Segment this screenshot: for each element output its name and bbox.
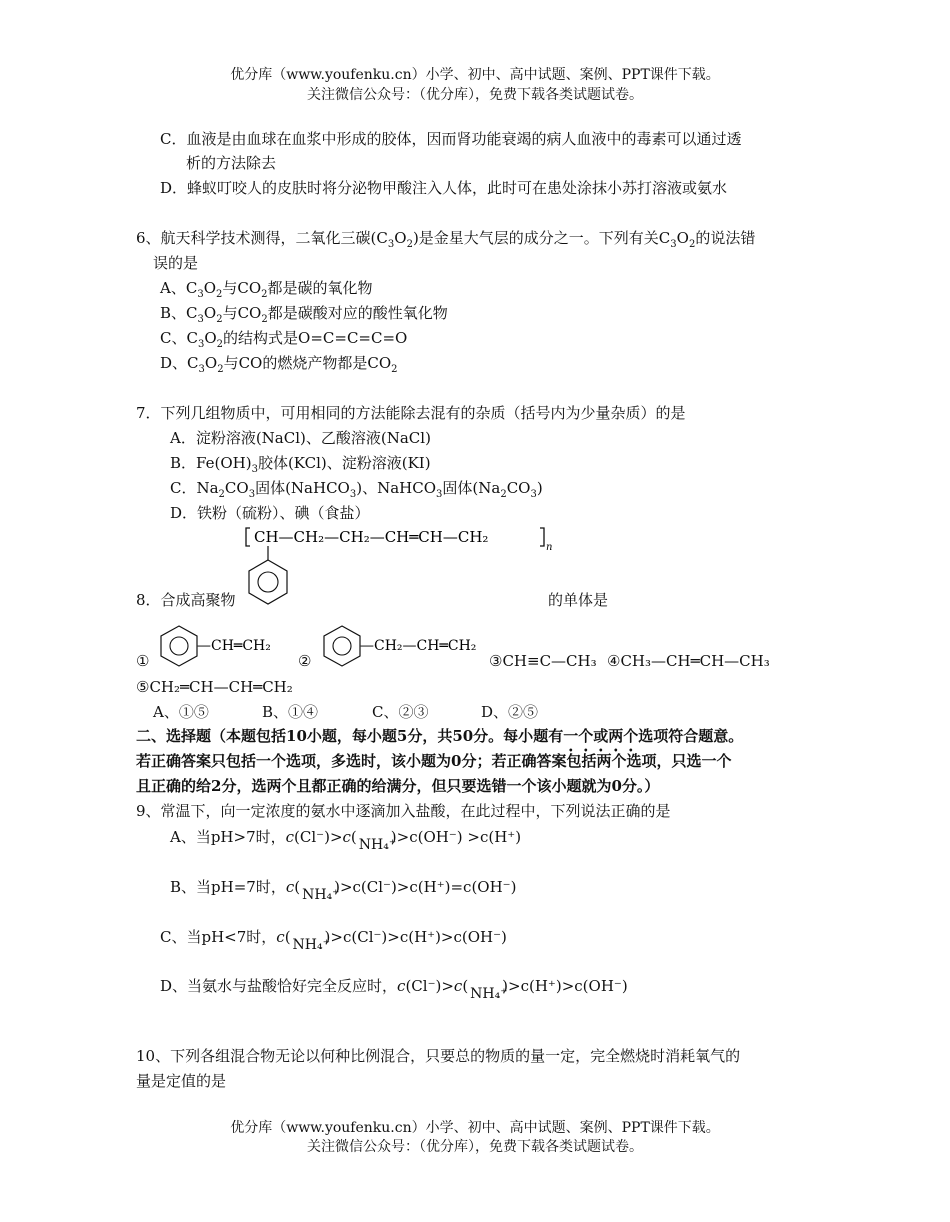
polymer-bracket-left [246,528,250,546]
q7-option-b: B．$Fe(OH)_3$胶体(KCl)、淀粉溶液(KI) [170,454,431,475]
q9-option-b: B、当pH=7时，c( NH₄⁺ )>c(Cl⁻)>c(H⁺)=c(OH⁻) [170,878,517,903]
q5-option-c-line1: C．血液是由血球在血浆中形成的胶体，因而肾功能衰竭的病人血液中的毒素可以通过透 [160,130,742,148]
footer-line-1: 优分库（www.youfenku.cn）小学、初中、高中试题、案例、PPT课件下载。 [230,1120,720,1136]
benzene-ring-icon [324,626,360,666]
q9-option-c: C、当pH<7时，c( NH₄⁺ )>c(Cl⁻)>c(H⁺)>c(OH⁻) [160,928,507,953]
q5-option-c-line2: 析的方法除去 [186,154,277,172]
q9-stem: 9、常温下，向一定浓度的氨水中逐滴加入盐酸，在此过程中，下列说法正确的是 [136,802,671,820]
q6-option-c: C、$C_3O_2$的结构式是O=C=C=C=O [160,329,408,350]
q10-line2: 量是定值的是 [136,1072,227,1090]
benzene-circle [170,637,188,655]
benzene-circle [258,572,278,592]
benzene-ring-icon [161,626,197,666]
q8-option-d: D、②⑤ [481,703,539,721]
q6-option-d: D、$C_3O_2$与CO的燃烧产物都是$CO_2$ [160,354,398,375]
q8-option-b: B、①④ [262,703,319,721]
polymer-structure [240,522,560,606]
monomer-3: ③CH≡C—CH₃ [489,652,597,670]
q7-stem: 7．下列几组物质中，可用相同的方法能除去混有的杂质（括号内为少量杂质）的是 [136,404,686,422]
q8-option-a: A、①⑤ [153,703,209,721]
q6-stem-line2: 误的是 [153,254,199,272]
section2-line1: 二、选择题（本题包括10小题，每小题5分，共50分。每小题有一个或两个选项符合题意。 [136,727,744,745]
q9-option-a: A、当pH>7时，c(Cl⁻)>c( NH₄⁺ )>c(OH⁻) >c(H⁺) [170,828,522,853]
q5-option-d: D．蜂蚁叮咬人的皮肤时将分泌物甲酸注入人体，此时可在患处涂抹小苏打溶液或氨水 [160,179,728,197]
footer-line-2: 关注微信公众号：（优分库），免费下载各类试题试卷。 [307,1139,643,1155]
polymer-bracket-right [540,528,544,546]
q10-line1: 10、下列各组混合物无论以何种比例混合，只要总的物质的量一定，完全燃烧时消耗氧气的 [136,1047,741,1065]
q7-option-c: C．$Na_2CO_3$固体(NaHCO$_3$)、NaHCO$_3$固体$(Na_2CO_3)$ [170,479,543,500]
polymer-n: n [546,542,553,553]
q7-option-a: A．淀粉溶液(NaCl)、乙酸溶液(NaCl) [170,429,431,447]
benzene-circle [333,637,351,655]
monomer-1-structure [153,625,293,667]
q6-stem-line1: 6、航天科学技术测得，二氧化三碳$(C_3O_2)$是金星大气层的成分之一。下列有关$C_3O_2$的说法错 [136,229,756,250]
q6-option-b: B、$C_3O_2$与$CO_2$都是碳酸对应的酸性氧化物 [160,304,448,325]
q9-option-d: D、当氨水与盐酸恰好完全反应时，c(Cl⁻)>c( NH₄⁺ )>c(H⁺)>c(OH⁻) [160,977,628,1002]
monomer-2-group: —CH₂—CH═CH₂ [360,638,477,654]
header-line-1: 优分库（www.youfenku.cn）小学、初中、高中试题、案例、PPT课件下载。 [230,67,720,83]
section2-line3: 且正确的给2分，选两个且都正确的给满分，但只要选错一个该小题就为0分。） [136,777,660,795]
q8-option-c: C、②③ [372,703,429,721]
benzene-ring-icon [249,560,287,604]
q8-stem-right: 的单体是 [548,591,609,609]
monomer-1-group: —CH═CH₂ [197,638,271,654]
polymer-chain: CH—CH₂—CH₂—CH═CH—CH₂ [254,528,489,546]
q6-option-a: A、$C_3O_2$与$CO_2$都是碳的氧化物 [160,279,373,300]
monomer-1-number: ① [136,652,150,670]
monomer-2-number: ② [298,652,312,670]
q8-stem-left: 8．合成高聚物 [136,591,236,609]
header-line-2: 关注微信公众号：（优分库），免费下载各类试题试卷。 [307,87,643,103]
q7-option-d: D．铁粉（硫粉）、碘（食盐） [170,504,370,522]
section2-line2: 若正确答案只包括一个选项，多选时，该小题为0分；若正确答案包括两个选项，只选一个 [136,752,732,770]
monomer-2-structure [316,625,486,667]
monomer-5: ⑤CH₂═CH—CH═CH₂ [136,678,293,696]
monomer-4: ④CH₃—CH═CH—CH₃ [607,652,770,670]
